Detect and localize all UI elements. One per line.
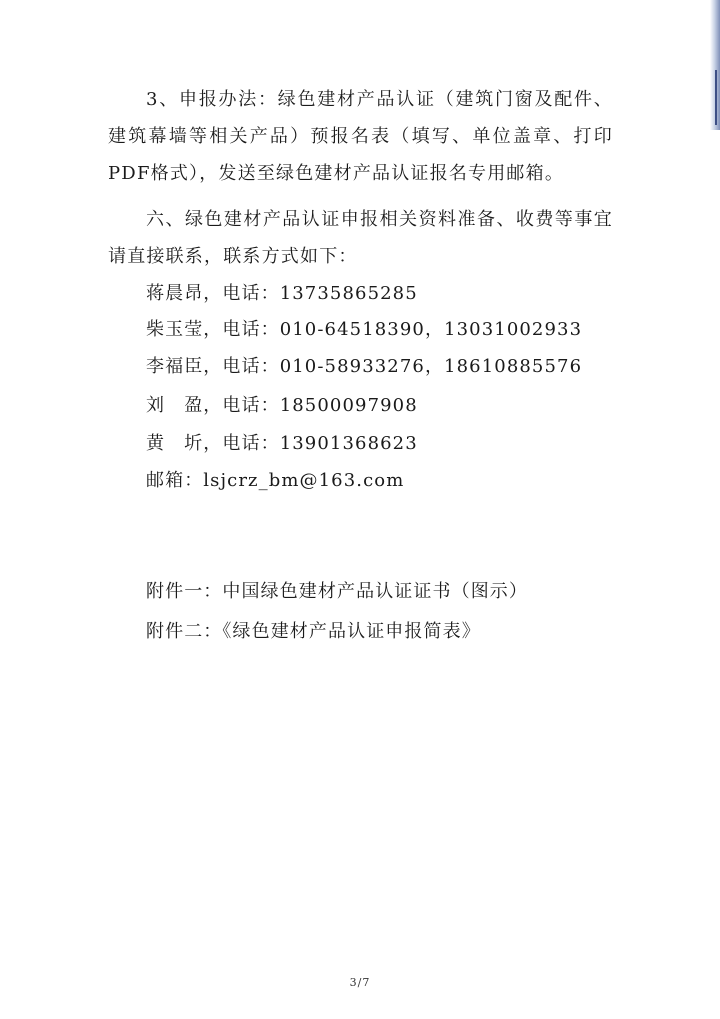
- contact-line: 李福臣，电话：010-58933276，18610885576: [146, 356, 583, 377]
- attachment-line: 附件一：中国绿色建材产品认证证书（图示）: [146, 581, 528, 602]
- contact-intro-paragraph: 六、绿色建材产品认证申报相关资料准备、收费等事宜请直接联系，联系方式如下：: [108, 209, 613, 267]
- scan-edge-line: [715, 70, 717, 125]
- application-method-paragraph: 3、申报办法：绿色建材产品认证（建筑门窗及配件、建筑幕墙等相关产品）预报名表（填写、单位盖章、打印PDF格式），发送至绿色建材产品认证报名专用邮箱。: [108, 89, 613, 184]
- page-number: 3/7: [349, 976, 371, 989]
- contact-line: 柴玉莹，电话：010-64518390，13031002933: [146, 319, 583, 340]
- contact-line: 刘 盈，电话：18500097908: [146, 395, 418, 416]
- email-line: 邮箱：lsjcrz_bm@163.com: [146, 470, 405, 491]
- contact-line: 黄 圻，电话：13901368623: [146, 433, 418, 454]
- contact-line: 蒋晨昂，电话：13735865285: [146, 283, 418, 304]
- attachment-line: 附件二：《绿色建材产品认证申报简表》: [146, 621, 481, 642]
